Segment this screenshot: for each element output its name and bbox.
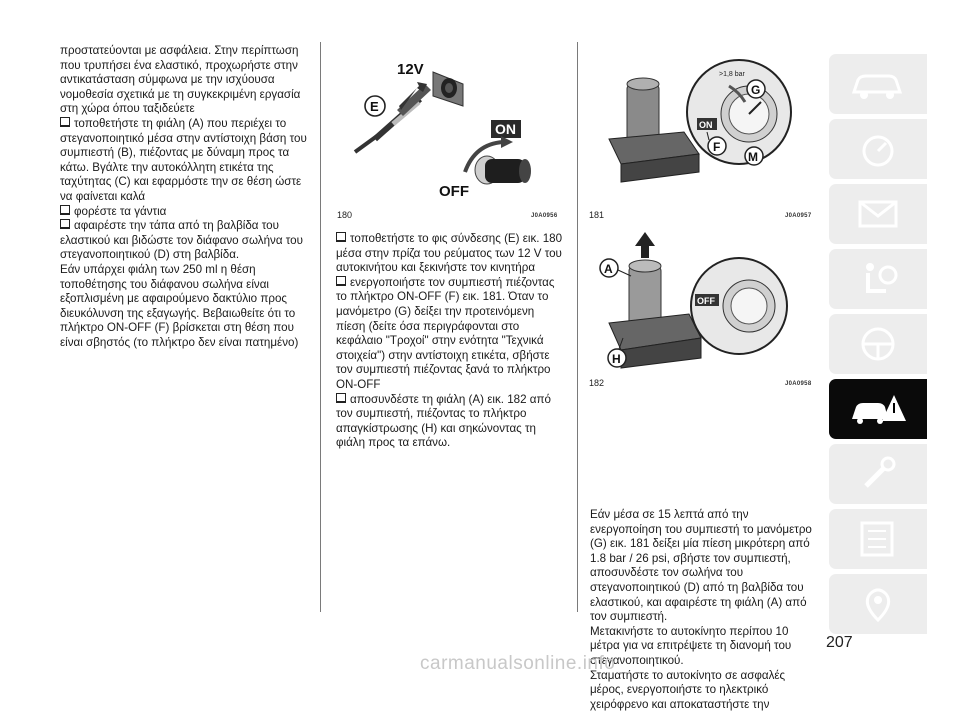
bullet-item: τοποθετήστε τη φιάλη (A) που περιέχει το στεγανοποιητικό μέσα στην αντίστοιχη βάση του συμπιεστή (B), πιέζοντας με δύναμη προς τα κάτω. Βγάλτε την αυτοκόλλητη ετικέτα της ταχύτητας (C) και εφαρμόστε την σε θέση ώστε να φαίνεται καλά (60, 117, 310, 205)
svg-text:ON: ON (699, 120, 713, 130)
figure-number: 181 (589, 210, 605, 220)
figure-180 (335, 44, 567, 220)
dashboard-icon (848, 127, 908, 171)
paragraph: Εάν μέσα σε 15 λεπτά από την ενεργοποίηση του συμπιεστή το μανόμετρο (G) εικ. 181 δείξει μία πίεση μικρότερη από 1.8 bar / 26 psi, σβήστε τον συμπιεστή, αποσυνδέστε τον σωλήνα του στεγανοποιητικού (D) από τη βαλβίδα του ελαστικού, και αφαιρέστε τη φιάλη (A) από τον συμπιεστή. (590, 508, 812, 624)
up-arrow-icon (635, 232, 655, 258)
specs-list-icon (848, 517, 908, 561)
multimedia-icon (848, 582, 908, 626)
tab-technical-data[interactable] (829, 509, 927, 569)
figure-code: J0A0956 (531, 213, 558, 219)
page-number: 207 (826, 634, 853, 651)
bottle-removal-illustration (589, 228, 821, 378)
bullet-item: ενεργοποιήστε τον συμπιεστή πιέζοντας το πλήκτρο ON-OFF (F) εικ. 181. Όταν το μανόμετρο (G) δείξει την προτεινόμενη πίεση (δείτε όσα περιγράφονται στο κεφάλαιο "Τροχοί" στην ενότητα "Τεχνικά στοιχεία") στην αντίστοιχη ετικέτα, σβήστε τον συμπιεστή πιέζοντας ξανά το πλήκτρο ON-OFF (336, 276, 566, 393)
paragraph: Μετακινήστε το αυτοκίνητο περίπου 10 μέτρα για να επιτρέψετε τη διανομή του στεγανοποιητικού. (590, 624, 792, 667)
svg-text:M: M (748, 150, 758, 164)
figure-number: 180 (337, 210, 353, 220)
compressor-gauge-illustration (589, 44, 821, 209)
svg-text:F: F (713, 140, 721, 154)
tab-messages[interactable] (829, 184, 927, 244)
bullet-item: αποσυνδέστε τη φιάλη (A) εικ. 182 από τον συμπιεστή, πιέζοντας το πλήκτρο απαγκίστρωσης (H) και σηκώνοντας τη φιάλη προς τα επάνω. (336, 393, 566, 451)
figure-number: 182 (589, 378, 605, 388)
text-column-2 (336, 232, 566, 451)
car-info-icon (848, 62, 908, 106)
tab-car-info[interactable] (829, 54, 927, 114)
bullet-item: φορέστε τα γάντια (60, 205, 310, 220)
paragraph: Σταματήστε το αυτοκίνητο σε ασφαλές μέρος, ενεργοποιήστε το ηλεκτρικό χειρόφρενο και αποκαταστήστε την (590, 668, 786, 711)
paragraph: Εάν υπάρχει φιάλη των 250 ml η θέση τοποθέτησης του διάφανου σωλήνα είναι εξοπλισμένη με αφαιρούμενο δακτύλιο προς διευκόλυνση της εξαγωγής. Βεβαιωθείτε ότι το πλήκτρο ON-OFF (F) βρίσκεται στη θέση που είναι σβηστός (το πλήκτρο δεν είναι πατημένο) (60, 262, 299, 349)
steering-wheel-icon (848, 322, 908, 366)
power-socket-icon (433, 72, 463, 106)
svg-text:G: G (751, 83, 761, 97)
svg-text:OFF: OFF (439, 183, 469, 200)
airbag-seat-icon (848, 257, 908, 301)
tab-safety[interactable] (829, 249, 927, 309)
figure-code: J0A0957 (785, 213, 812, 219)
svg-text:>1,8 bar: >1,8 bar (719, 71, 745, 78)
maintenance-icon (848, 452, 908, 496)
label-12v: 12V (397, 61, 424, 78)
figure-181 (589, 44, 821, 220)
text-column-1 (60, 44, 310, 350)
svg-text:A: A (604, 262, 613, 276)
svg-text:E: E (370, 99, 379, 114)
bullet-item: τοποθετήστε το φις σύνδεσης (E) εικ. 180 μέσα στην πρίζα του ρεύματος των 12 V του αυτοκινήτου και ξεκινήστε τον κινητήρα (336, 232, 566, 276)
tab-driving[interactable] (829, 314, 927, 374)
bullet-item: αφαιρέστε την τάπα από τη βαλβίδα του ελαστικού και βιδώστε τον διάφανο σωλήνα του στεγανοποιητικού (D) στη βαλβίδα. (60, 219, 310, 263)
svg-text:OFF: OFF (697, 296, 715, 306)
paragraph: προστατεύονται με ασφάλεια. Στην περίπτωση που τρυπήσει ένα ελαστικό, προχωρήστε στην αντικατάσταση σύμφωνα με την ισχύουσα νομοθεσία σχετικά με τη συγκεκριμένη εργασία στη χώρα όπου ταξιδεύετε (60, 44, 301, 116)
text-column-3 (590, 508, 820, 712)
car-warning-icon (848, 387, 908, 431)
figure-code: J0A0958 (785, 381, 812, 387)
power-plug-icon (355, 84, 431, 152)
tab-emergency[interactable] (829, 379, 927, 439)
watermark: carmanualsonline.info (420, 653, 616, 674)
socket-and-switch-illustration (335, 44, 567, 212)
envelope-icon (848, 192, 908, 236)
tab-dashboard[interactable] (829, 119, 927, 179)
compressor-icon (609, 78, 699, 182)
tab-maintenance[interactable] (829, 444, 927, 504)
column-divider (320, 42, 321, 612)
column-divider (577, 42, 578, 612)
tab-multimedia[interactable] (829, 574, 927, 634)
svg-text:ON: ON (495, 121, 516, 137)
figure-182 (589, 228, 821, 388)
svg-text:H: H (612, 352, 621, 366)
ignition-knob-icon (475, 156, 531, 184)
